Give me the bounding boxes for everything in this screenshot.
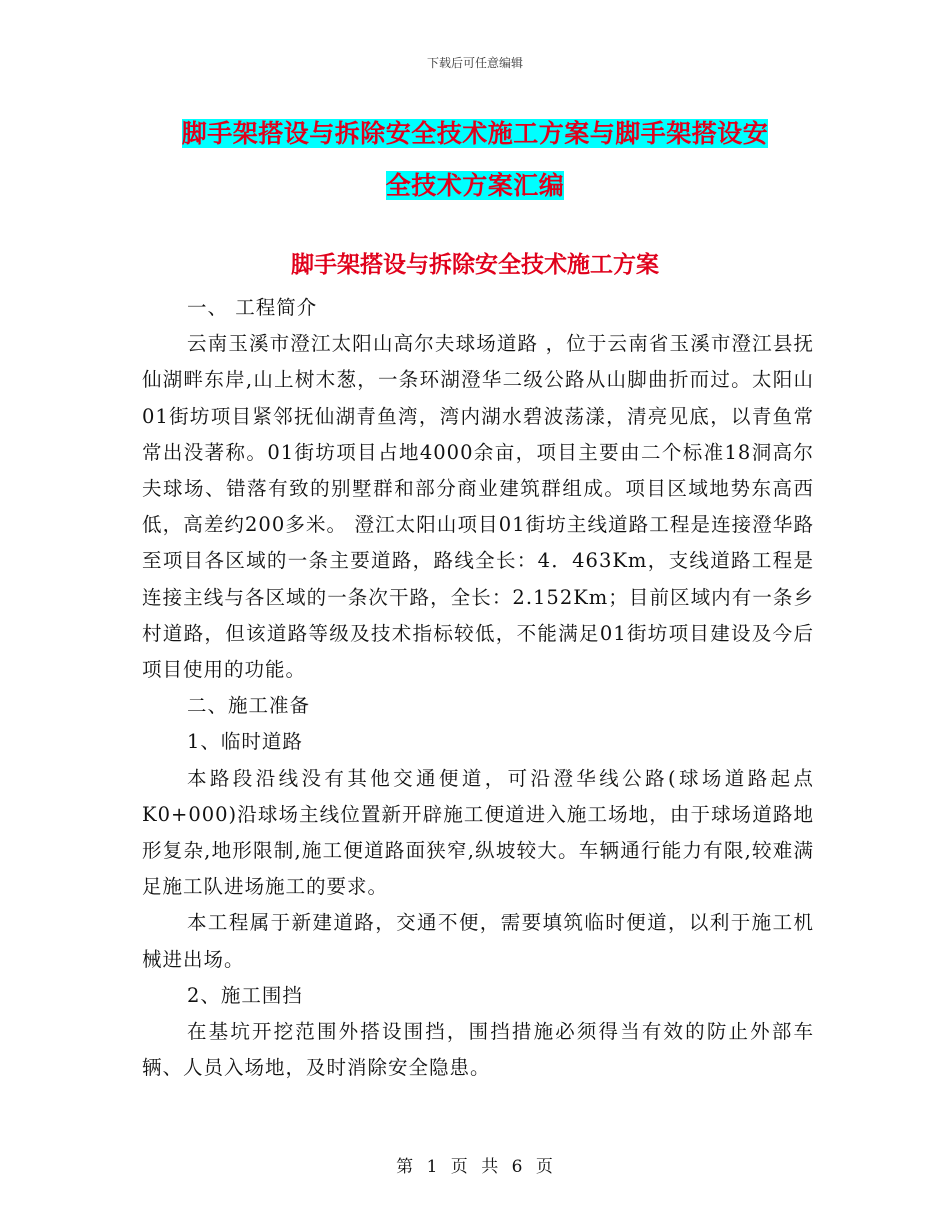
paragraph-temporary-road-2: 本工程属于新建道路，交通不便，需要填筑临时便道，以利于施工机械进出场。 — [142, 911, 814, 971]
heading-construction-prep: 二、施工准备 — [187, 694, 311, 718]
footer-suffix: 页 — [535, 1157, 554, 1177]
page-footer — [0, 1152, 950, 1177]
heading-temporary-road: 1、临时道路 — [187, 730, 303, 754]
title-line-1: 脚手架搭设与拆除安全技术施工方案与脚手架搭设安 — [181, 119, 769, 148]
title-line-2: 全技术方案汇编 — [385, 171, 565, 200]
page-header-note: 下载后可任意编辑 — [426, 56, 523, 70]
footer-page-word: 页 — [450, 1157, 469, 1177]
heading-project-overview: 一、 工程简介 — [187, 296, 318, 319]
footer-prefix: 第 — [396, 1157, 415, 1177]
document-body — [142, 290, 814, 1086]
heading-construction-fence: 2、施工围挡 — [187, 983, 303, 1007]
paragraph-construction-fence: 在基坑开挖范围外搭设围挡，围挡措施必须得当有效的防止外部车辆、人员入场地，及时消除安全隐患。 — [142, 1020, 814, 1080]
paragraph-temporary-road-1: 本路段沿线没有其他交通便道，可沿澄华线公路(球场道路起点K0+000)沿球场主线位置新开辟施工便道进入施工场地，由于球场道路地形复杂,地形限制,施工便道路面狭窄,纵坡较大。车辆通行能力有限,较难满足施工队进场施工的要求。 — [142, 766, 814, 899]
paragraph-project-overview: 云南玉溪市澄江太阳山高尔夫球场道路 ，位于云南省玉溪市澄江县抚仙湖畔东岸,山上树木葱，一条环湖澄华二级公路从山脚曲折而过。太阳山01街坊项目紧邻抚仙湖青鱼湾，湾内湖水碧波荡漾，清亮见底，以青鱼常常出没著称。01街坊项目占地4000余亩，项目主要由二个标准18洞高尔夫球场、错落有致的别墅群和部分商业建筑群组成。项目区域地势东高西低，高差约200多米。 澄江太阳山项目01街坊主线道路工程是连接澄华路至项目各区域的一条主要道路，路线全长：4．463Km，支线道路工程是连接主线与各区域的一条次干路，全长：2.152Km；目前区域内有一条乡村道路，但该道路等级及技术指标较低，不能满足01街坊项目建设及今后项目使用的功能。 — [142, 332, 814, 682]
document-title — [140, 108, 810, 212]
footer-total-word: 共 — [481, 1157, 500, 1177]
section-subtitle: 脚手架搭设与拆除安全技术施工方案 — [291, 251, 659, 278]
footer-total-pages: 6 — [511, 1157, 524, 1177]
footer-page-number: 1 — [426, 1157, 439, 1177]
